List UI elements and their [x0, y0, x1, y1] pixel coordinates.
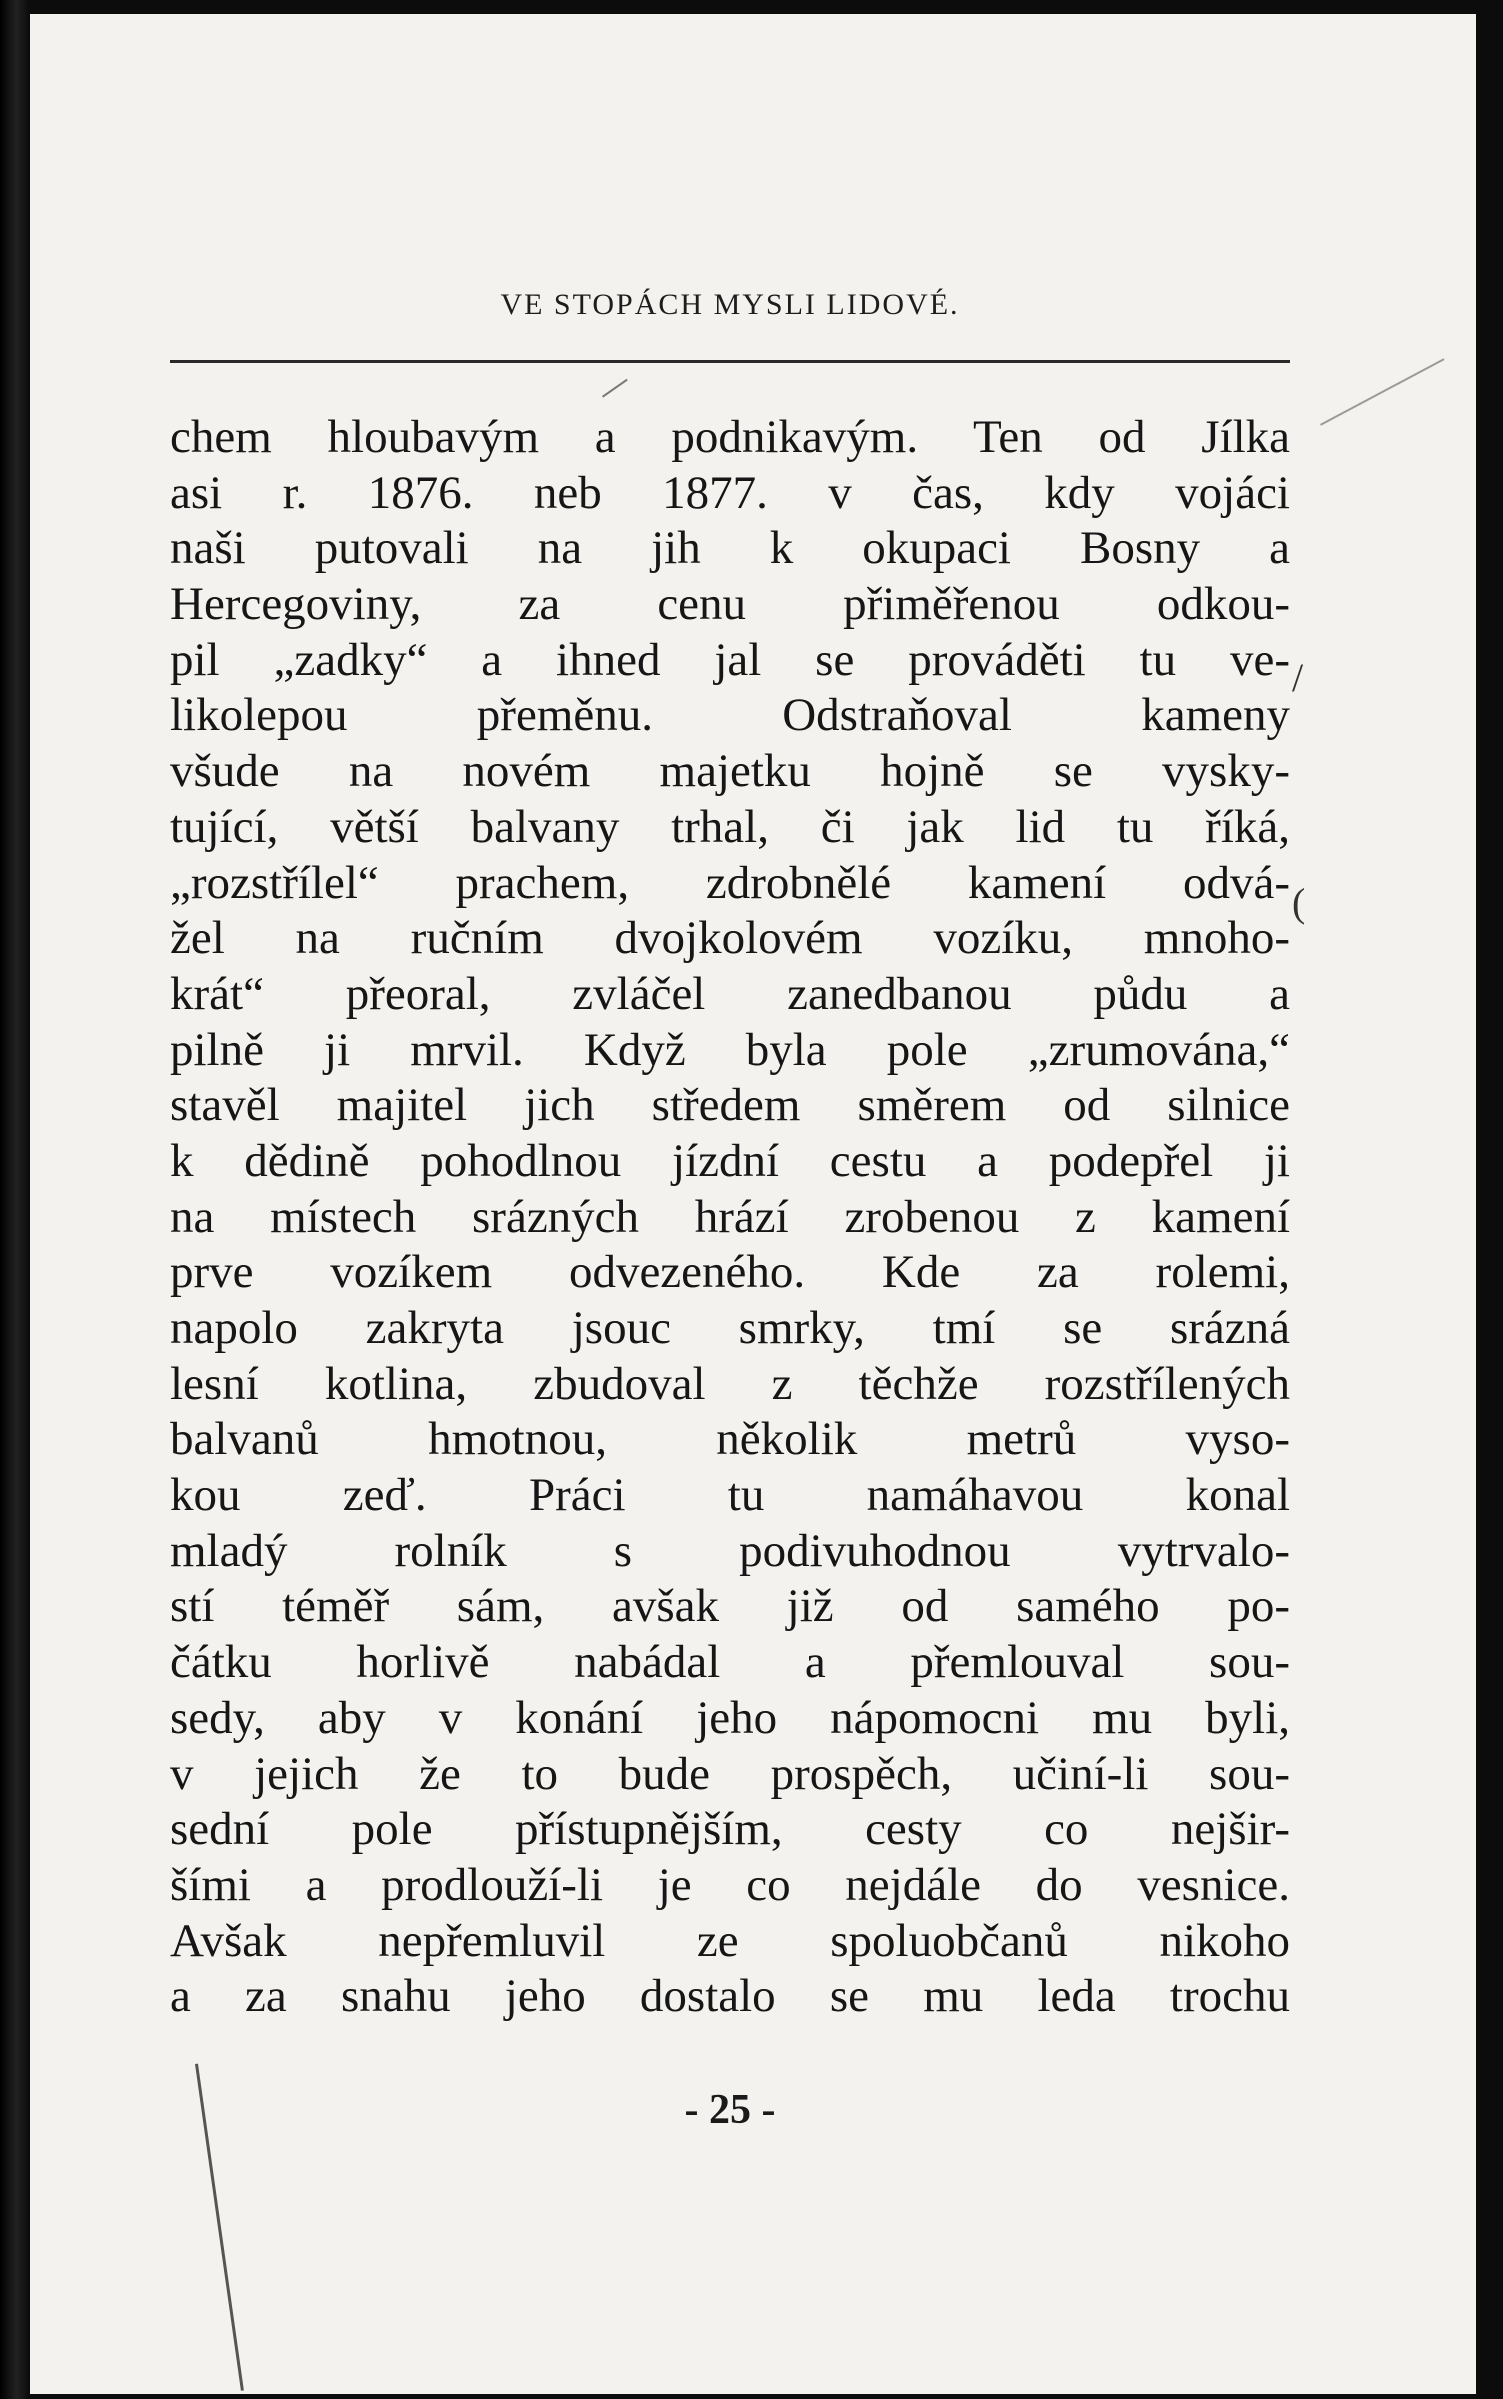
- margin-stroke-mark: /: [1292, 655, 1304, 700]
- text-line: likolepou přeměnu. Odstraňoval kameny: [170, 689, 1290, 742]
- text-line: lesní kotlina, zbudoval z těchže rozstřílených: [170, 1357, 1290, 1410]
- tick-mark: [602, 379, 628, 398]
- text-line: šími a prodlouží-li je co nejdále do vesnice.: [170, 1858, 1290, 1911]
- text-line: na místech srázných hrází zrobenou z kamení: [170, 1190, 1290, 1243]
- text-line: prve vozíkem odvezeného. Kde za rolemi,: [170, 1246, 1290, 1299]
- text-line: a za snahu jeho dostalo se mu leda trochu: [170, 1970, 1290, 2023]
- text-line: asi r. 1876. neb 1877. v čas, kdy vojáci: [170, 466, 1290, 519]
- text-line: žel na ručním dvojkolovém vozíku, mnoho-: [170, 912, 1290, 965]
- pencil-stroke-mark: [1320, 358, 1445, 425]
- text-line: tující, větší balvany trhal, či jak lid tu říká,: [170, 800, 1290, 853]
- text-line: chem hloubavým a podnikavým. Ten od Jílka: [170, 411, 1290, 463]
- text-line: kou zeď. Práci tu namáhavou konal: [170, 1469, 1290, 1522]
- text-line: sední pole přístupnějším, cesty co nejšir-: [170, 1803, 1290, 1856]
- text-line: stí téměř sám, avšak již od samého po-: [170, 1580, 1290, 1633]
- book-page: [30, 14, 1476, 2394]
- binding-shadow: [0, 0, 30, 2399]
- header-rule: [170, 360, 1290, 363]
- text-line: k dědině pohodlnou jízdní cestu a podepřel ji: [170, 1134, 1290, 1187]
- page-number: - 25 -: [684, 2087, 776, 2133]
- text-line: mladý rolník s podivuhodnou vytrvalo-: [170, 1524, 1290, 1577]
- text-line: „rozstřílel“ prachem, zdrobnělé kamení odvá-: [170, 856, 1290, 909]
- text-line: pilně ji mrvil. Když byla pole „zrumována,“: [170, 1023, 1290, 1076]
- text-line: naši putovali na jih k okupaci Bosny a: [170, 522, 1290, 575]
- body-text: [170, 410, 1290, 2025]
- text-line: čátku horlivě nabádal a přemlouval sou-: [170, 1636, 1290, 1689]
- text-line: Avšak nepřemluvil ze spoluobčanů nikoho: [170, 1914, 1290, 1967]
- text-line: stavěl majitel jich středem směrem od silnice: [170, 1079, 1290, 1132]
- text-line: krát“ přeoral, zvláčel zanedbanou půdu a: [170, 967, 1290, 1020]
- text-line: všude na novém majetku hojně se vysky-: [170, 745, 1290, 798]
- running-header: VE STOPÁCH MYSLI LIDOVÉ.: [500, 288, 960, 321]
- text-line: balvanů hmotnou, několik metrů vyso-: [170, 1413, 1290, 1466]
- margin-stroke-mark: (: [1292, 880, 1306, 925]
- text-line: Hercegoviny, za cenu přiměřenou odkou-: [170, 578, 1290, 631]
- text-line: v jejich že to bude prospěch, učiní-li sou-: [170, 1747, 1290, 1800]
- text-line: napolo zakryta jsouc smrky, tmí se srázná: [170, 1302, 1290, 1354]
- text-line: sedy, aby v konání jeho nápomocni mu byli,: [170, 1691, 1290, 1744]
- text-line: pil „zadky“ a ihned jal se prováděti tu ve-: [170, 633, 1290, 686]
